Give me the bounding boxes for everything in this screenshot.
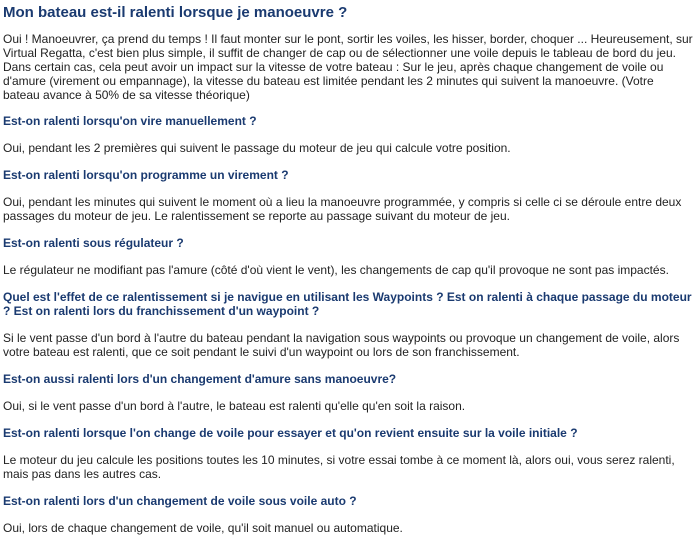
faq-answer: Si le vent passe d'un bord à l'autre du bateau pendant la navigation sous waypoints ou provoque un changement de voile, alors votre bateau est ralenti, que ce soit pendant le suivi d'un waypoint ou lors de son franchissement. (3, 331, 680, 359)
faq-question: Est-on aussi ralenti lors d'un changement d'amure sans manoeuvre? (3, 372, 397, 386)
faq-answer: Oui, pendant les minutes qui suivent le moment où a lieu la manoeuvre programmée, y compris si celle ci se déroule entre deux passages du moteur de jeu. Le ralentissement se reporte au passage suivant du moteur de jeu. (3, 195, 682, 223)
faq-answer: Le régulateur ne modifiant pas l'amure (côté d'où vient le vent), les changements de cap qu'il provoque ne sont pas impactés. (3, 263, 669, 277)
faq-answer: Oui, si le vent passe d'un bord à l'autre, le bateau est ralenti qu'elle qu'en soit la raison. (3, 399, 466, 413)
intro-paragraph: Oui ! Manoeuvrer, ça prend du temps ! Il faut monter sur le pont, sortir les voiles, les hisser, border, choquer ... Heureusement, sur Virtual Regatta, c'est bien plus simple, il suffit de changer de cap ou de sélectionner une voile depuis le tableau de bord du jeu. Dans certain cas, cela peut avoir un impact sur la vitesse de votre bateau : Sur le jeu, après chaque changement de voile ou d'amure (virement ou empannage), la vitesse du bateau est limitée pendant les 2 minutes qui suivent la manoeuvre. (Votre bateau avance à 50% de sa vitesse théorique) (3, 32, 693, 102)
faq-question: Quel est l'effet de ce ralentissement si je navigue en utilisant les Waypoints ? Est on ralenti à chaque passage du moteur ? Est on ralenti lors du franchissement d'un waypoint ? (3, 290, 692, 318)
page-title: Mon bateau est-il ralenti lorsque je manoeuvre ? (3, 4, 348, 21)
faq-answer: Le moteur du jeu calcule les positions toutes les 10 minutes, si votre essai tombe à ce moment là, alors oui, vous serez ralenti, mais pas dans les autres cas. (3, 453, 675, 481)
faq-question: Est-on ralenti lors d'un changement de voile sous voile auto ? (3, 494, 357, 508)
faq-question: Est-on ralenti lorsqu'on vire manuellement ? (3, 114, 257, 128)
faq-question: Est-on ralenti lorsque l'on change de voile pour essayer et qu'on revient ensuite sur la voile initiale ? (3, 426, 578, 440)
faq-answer: Oui, lors de chaque changement de voile, qu'il soit manuel ou automatique. (3, 521, 403, 535)
faq-answer: Oui, pendant les 2 premières qui suivent le passage du moteur de jeu qui calcule votre position. (3, 141, 511, 155)
faq-question: Est-on ralenti sous régulateur ? (3, 236, 184, 250)
faq-question: Est-on ralenti lorsqu'on programme un virement ? (3, 168, 289, 182)
